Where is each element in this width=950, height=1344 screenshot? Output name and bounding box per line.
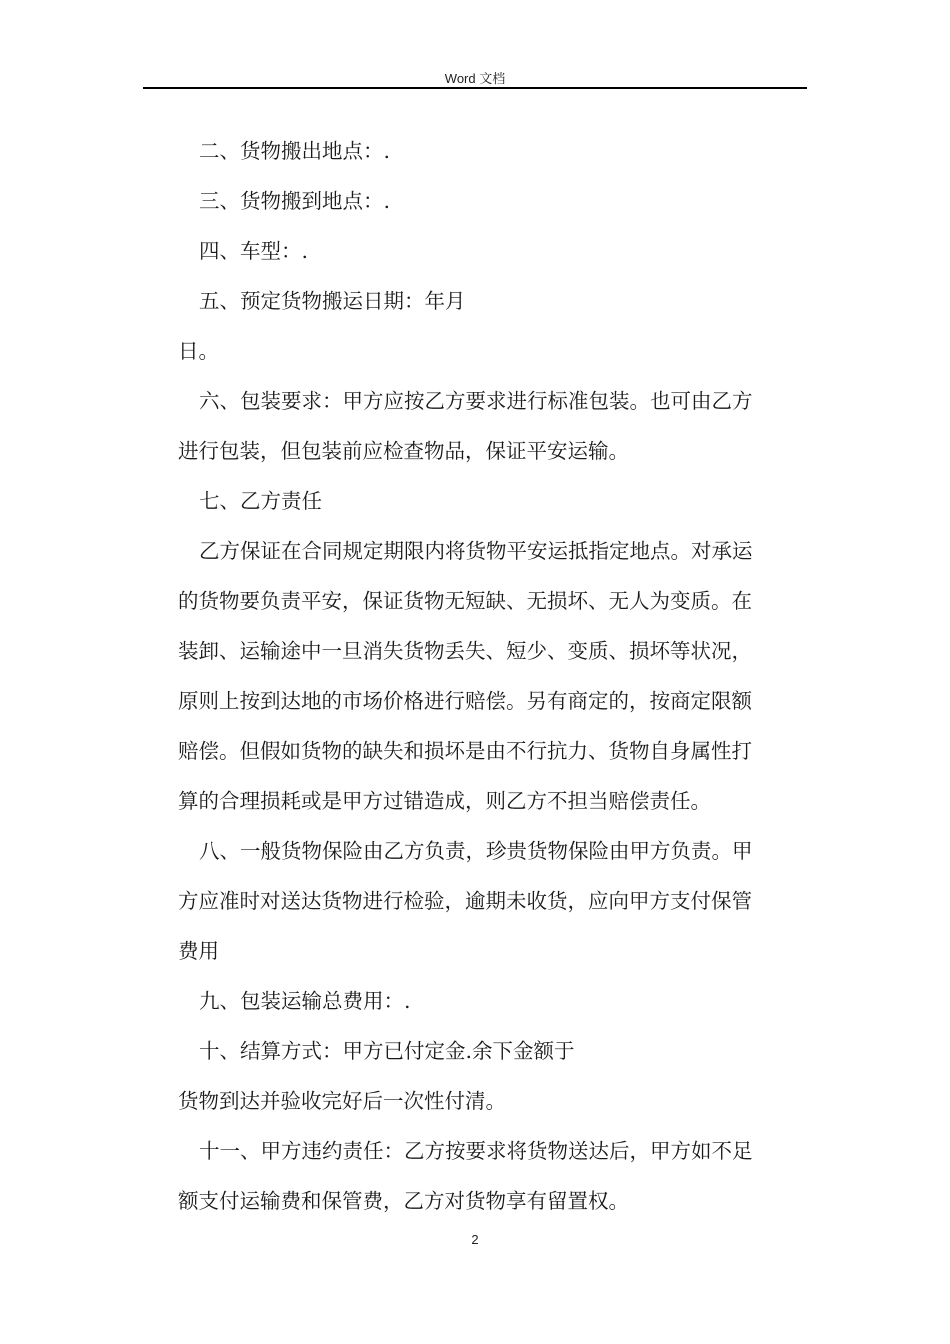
paragraph-text: 的货物要负责平安，保证货物无短缺、无损坏、无人为变质。在: [178, 589, 752, 613]
paragraph-text: 方应准时对送达货物进行检验，逾期未收货，应向甲方支付保管: [178, 889, 752, 913]
clause-4-line: [0, 226, 950, 276]
clause-9-line: [0, 976, 950, 1026]
paragraph-text: 装卸、运输途中一旦消失货物丢失、短少、变质、损坏等状况，: [178, 639, 752, 663]
clause-4-label: 四、车型：: [199, 239, 302, 263]
clause-7-line-5: [0, 726, 950, 776]
clause-2-label: 二、货物搬出地点：: [199, 139, 384, 163]
date-day-label: 日。: [178, 339, 219, 363]
header-rule: [143, 87, 807, 89]
date-year-label: 年: [424, 289, 445, 313]
paragraph-text: 赔偿。但假如货物的缺失和损坏是由不行抗力、货物自身属性打: [178, 739, 752, 763]
remaining-amount-label: .余下金额: [465, 1039, 555, 1063]
clause-4-end: .: [301, 239, 309, 263]
clause-5-label: 五、预定货物搬运日期：: [199, 289, 425, 313]
page-header-title: Word 文档: [444, 71, 506, 86]
date-month-label: 月: [445, 289, 466, 313]
clause-9-end: .: [404, 989, 411, 1013]
clause-8-line-3: [0, 926, 950, 976]
clause-2-end: .: [383, 139, 391, 163]
clause-10-label: 十、结算方式：甲方已付定金: [199, 1039, 466, 1063]
paragraph-text: 七、乙方责任: [199, 489, 322, 513]
paragraph-text: 六、包装要求：甲方应按乙方要求进行标准包装。也可由乙方: [199, 389, 753, 413]
paragraph-text: 额支付运输费和保管费，乙方对货物享有留置权。: [178, 1189, 629, 1213]
paragraph-text: 进行包装，但包装前应检查物品，保证平安运输。: [178, 439, 629, 463]
clause-5-cont: [0, 326, 950, 376]
clause-2-line: [0, 126, 950, 176]
paragraph-text: 乙方保证在合同规定期限内将货物平安运抵指定地点。对承运: [199, 539, 753, 563]
clause-6-line-1: [0, 376, 950, 426]
clause-3-line: [0, 176, 950, 226]
clause-3-label: 三、货物搬到地点：: [199, 189, 384, 213]
paragraph-text: 算的合理损耗或是甲方过错造成，则乙方不担当赔偿责任。: [178, 789, 711, 813]
clause-7-line-6: [0, 776, 950, 826]
clause-10-line-1: [0, 1026, 950, 1076]
clause-7-line-1: [0, 526, 950, 576]
clause-10-line-2: [0, 1076, 950, 1126]
clause-7-line-4: [0, 676, 950, 726]
clause-6-line-2: [0, 426, 950, 476]
paragraph-text: 十一、甲方违约责任：乙方按要求将货物送达后，甲方如不足: [199, 1139, 753, 1163]
paragraph-text: 原则上按到达地的市场价格进行赔偿。另有商定的，按商定限额: [178, 689, 752, 713]
clause-8-line-1: [0, 826, 950, 876]
clause-11-line-2: [0, 1176, 950, 1226]
clause-9-label: 九、包装运输总费用：: [199, 989, 404, 1013]
paragraph-text: 货物到达并验收完好后一次性付清。: [178, 1089, 506, 1113]
clause-7-heading: [0, 476, 950, 526]
clause-7-line-3: [0, 626, 950, 676]
clause-3-end: .: [383, 189, 391, 213]
paragraph-text: 八、一般货物保险由乙方负责，珍贵货物保险由甲方负责。甲: [199, 839, 753, 863]
clause-5-line: [0, 276, 950, 326]
clause-8-line-2: [0, 876, 950, 926]
clause-11-line-1: [0, 1126, 950, 1176]
page-number: 2: [471, 1232, 479, 1247]
clause-7-line-2: [0, 576, 950, 626]
clause-10-tail: 于: [554, 1039, 575, 1063]
paragraph-text: 费用: [178, 939, 219, 963]
